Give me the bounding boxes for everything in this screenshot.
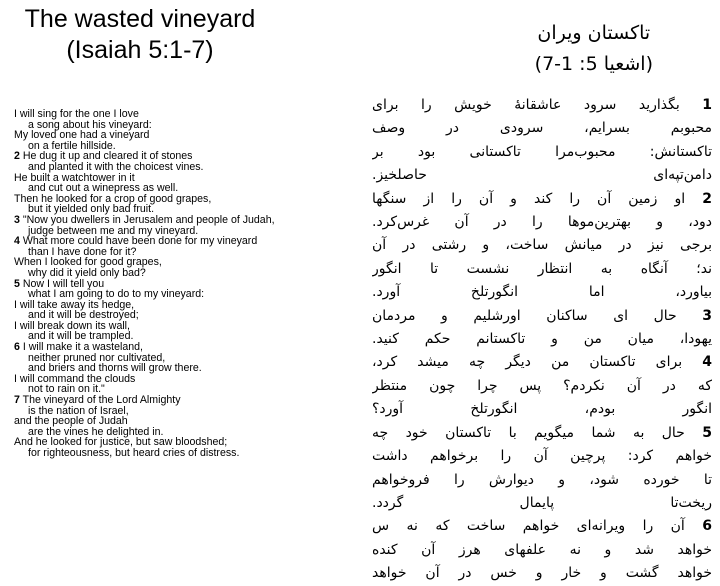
persian-verse-number: 3 (702, 307, 712, 324)
english-title (0, 4, 280, 66)
english-verse-text: on a fertile hillside. (28, 139, 116, 152)
english-verse-text: The vineyard of the Lord Almighty (22, 394, 181, 407)
persian-verse-text: تا خورده شود، و دیوارش را فروخواهم (372, 471, 712, 488)
persian-verse-text: خواهد گشت و خار و خس در آن خواهد (372, 565, 712, 582)
english-column (0, 0, 290, 540)
english-verse-number: 7 (14, 394, 20, 407)
english-verse-text: is the nation of Israel, (28, 404, 129, 417)
persian-verse-number: 5 (702, 424, 712, 441)
english-verse-text: and briers and thorns will grow there. (28, 362, 202, 375)
english-verse-text: Then he looked for a crop of good grapes, (14, 192, 212, 205)
english-verse-text: I will break down its wall, (14, 319, 130, 332)
english-verse-text: I will command the clouds (14, 372, 136, 385)
persian-verse-text: تاکستانش: محبوب‌مرا تاکستانی بود بر (372, 143, 712, 160)
english-verse-text: and it will be trampled. (28, 330, 134, 343)
persian-verse-line (372, 539, 712, 562)
persian-verse-line (372, 328, 712, 351)
english-verse-number: 2 (14, 150, 20, 163)
english-verse-text: I will make it a wasteland, (22, 341, 143, 354)
english-verse-number: 3 (14, 213, 20, 226)
english-verse-text: and it will be destroyed; (28, 309, 139, 322)
persian-verse-line (372, 188, 712, 211)
english-verse-text: He built a watchtower in it (14, 171, 135, 184)
english-verse-text: are the vines he delighted in. (28, 425, 164, 438)
english-title-reference: (Isaiah 5:1-7) (66, 36, 214, 64)
persian-title-reference: (اشعیا 5: 1-7) (534, 53, 653, 75)
english-verse-text: for righteousness, but heard cries of distress. (28, 447, 240, 459)
persian-verse-text: ند؛ آنگاه به انتظار نشست تا انگور (372, 260, 712, 277)
english-verse-text: than I have done for it? (28, 245, 137, 258)
persian-verse-text: محبوبم بسرایم، سرودی در وصف (372, 120, 712, 137)
english-verse-text: I will sing for the one I love (14, 108, 139, 120)
persian-verse-line (372, 422, 712, 445)
persian-verse-line (372, 117, 712, 140)
english-verse-text: What more could have been done for my vineyard (22, 235, 258, 248)
persian-verse-text: برای تاکستان من دیگر چه میشد کرد، (372, 354, 683, 371)
persian-verse-text: بگذارید سرود عاشقانهٔ خویش را برای (372, 97, 680, 113)
persian-column (360, 0, 715, 582)
english-verse-text: My loved one had a vineyard (14, 129, 150, 142)
persian-verses (372, 94, 712, 586)
persian-verse-line (372, 234, 712, 257)
english-verse-text: Now I will tell you (22, 277, 105, 290)
persian-title-line: تاکستان ویران (537, 22, 651, 44)
english-verse-number: 5 (14, 277, 20, 290)
english-verse-text: "Now you dwellers in Jerusalem and people of Judah, (22, 213, 275, 226)
persian-verse-line (372, 94, 712, 117)
persian-verse-line (372, 469, 712, 492)
persian-verse-number: 1 (702, 97, 712, 113)
persian-verse-text: آن را ویرانه‌ای خواهم ساخت که نه س (372, 518, 685, 535)
persian-verse-text: یهودا، میان من و تاکستانم حکم کنید. (372, 331, 712, 348)
english-verse-number: 4 (14, 235, 20, 248)
persian-verse-number: 2 (702, 190, 712, 207)
english-verse-text: and the people of Judah (14, 415, 128, 428)
persian-verse-line (372, 492, 712, 515)
persian-verse-text: او زمین آن را کند و آن را از سنگها (372, 190, 686, 207)
persian-verse-line (372, 281, 712, 304)
persian-verse-number: 6 (702, 518, 712, 535)
english-verses (14, 109, 294, 459)
persian-verse-text: حال ای ساکنان اورشلیم و مردمان (372, 307, 677, 324)
english-verse-text: And he looked for justice, but saw bloodshed; (14, 436, 228, 449)
persian-verse-line (372, 375, 712, 398)
persian-verse-text: خواهم کرد: پرچین آن را برخواهم داشت (372, 448, 712, 465)
persian-verse-line (372, 398, 712, 421)
persian-verse-line (372, 515, 712, 538)
persian-verse-text: حال به شما میگویم با تاکستان خود چه (372, 424, 685, 441)
persian-verse-line (372, 258, 712, 281)
persian-verse-number: 4 (702, 354, 712, 371)
english-verse-text: a song about his vineyard: (28, 118, 152, 131)
english-verse-line (14, 448, 294, 459)
english-verse-text: judge between me and my vineyard. (28, 224, 199, 237)
english-verse-text: I will take away its hedge, (14, 298, 135, 311)
english-title-line: The wasted vineyard (24, 5, 256, 33)
english-verse-text: and cut out a winepress as well. (28, 182, 179, 195)
english-verse-text: but it yielded only bad fruit. (28, 203, 155, 216)
persian-verse-line (372, 164, 712, 187)
persian-verse-text: که در آن نکردم؟ پس چرا چون منتظر (372, 377, 712, 394)
persian-verse-line (372, 351, 712, 374)
persian-title (535, 18, 653, 80)
english-verse-text: and planted it with the choicest vines. (28, 160, 204, 173)
english-verse-text: why did it yield only bad? (28, 266, 146, 279)
persian-verse-line (372, 211, 712, 234)
persian-verse-text: خواهد شد و نه علفهای هرز آن کنده (372, 541, 712, 558)
persian-verse-text: دامن‌تپه‌ای حاصلخیز. (372, 167, 712, 184)
persian-verse-text: برجی نیز در میانش ساخت، و رشتی در آن (372, 237, 712, 254)
english-verse-text: When I looked for good grapes, (14, 256, 162, 269)
persian-verse-line (372, 445, 712, 468)
persian-verse-line (372, 305, 712, 328)
english-verse-number: 6 (14, 341, 20, 354)
persian-verse-text: ریخت‌تا پایمال گردد. (372, 494, 712, 511)
english-verse-text: not to rain on it." (28, 383, 105, 396)
english-verse-text: He dug it up and cleared it of stones (22, 150, 193, 163)
persian-verse-line (372, 141, 712, 164)
persian-verse-text: دود، و بهترین‌موها را در آن غرس‌کرد. (372, 214, 712, 231)
english-verse-text: neither pruned nor cultivated, (28, 351, 166, 364)
persian-verse-line (372, 562, 712, 585)
persian-verse-text: انگور بودم، انگورتلخ آورد؟ (372, 401, 712, 418)
english-verse-text: what I am going to do to my vineyard: (28, 288, 205, 301)
persian-verse-text: بیاورد، اما انگورتلخ آورد. (372, 284, 712, 301)
